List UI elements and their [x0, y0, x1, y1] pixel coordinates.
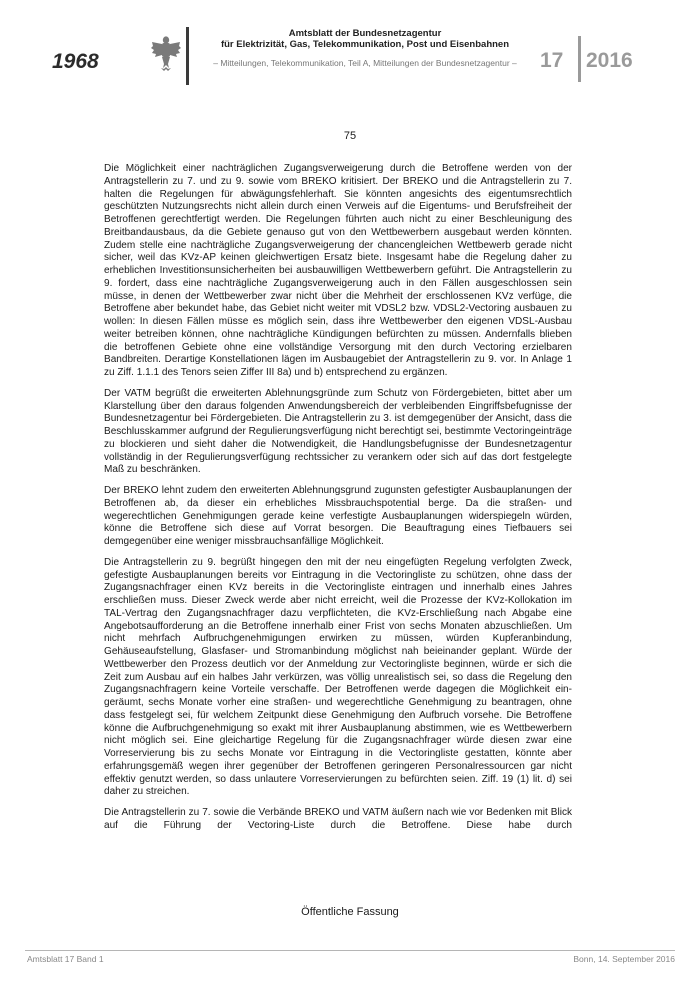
issue-year: 2016	[586, 49, 633, 72]
footer-issue: Amtsblatt 17 Band 1	[27, 954, 104, 964]
publication-title	[196, 28, 534, 50]
page-header	[0, 0, 700, 100]
footer-date: Bonn, 14. September 2016	[573, 954, 675, 964]
header-divider	[186, 27, 189, 85]
footer-divider	[25, 950, 675, 951]
paragraph: Der BREKO lehnt zudem den erweiterten Ablehnungsgrund zugunsten gefestigter Ausbauplanungen der Betroffenen ab, da dieser ein erhebliches Missbrauchspotential berge. Da die straßen- und wegerechtlichen Genehmigungen gerade keine verfestigte Ausbauplanungen widerspiegeln würden, könne die Betroffene sich diese auf Vorrat besorgen. Die Beauftragung eines Tiefbauers sei demgegenüber eine weniger missbrauchsanfällige Möglichkeit.	[104, 485, 572, 547]
publication-title-line2: für Elektrizität, Gas, Telekommunikation, Post und Eisenbahnen	[220, 39, 510, 50]
paragraph: Die Antragstellerin zu 9. begrüßt hingegen den mit der neu eingefügten Regelung verfolgten Zweck, gefestigte Ausbauplanungen bereits vor Eintragung in die Vectoringliste zu schützen, ohne dass der Zugangsnachfrager einen KVz bereits in die Vectoringliste eintragen und innerhalb eines Jahres erschließen muss. Dieser Zweck werde aber nicht erreicht, weil die Prozesse der KVz-Kollokation im TAL-Vertrag den Zugangsnachfrager dazu verpflichteten, die KVz-Erschließung nach Abgabe eine Angebotsaufforderung an die Betroffene innerhalb einer Frist von sechs Monaten abzuschließen. Um nicht mehrfach Aufbruchgenehmigungen erwirken zu müssen, würden Kupferanbindung, Gehäuseaufstellung, Glasfaser- und Stromanbindung möglichst nah beieinander geplant. Würde der Wettbewerber den Prozess deutlich vor der Anmeldung zur Vectoringliste beginnen, würde er sich die Zeit zum Ausbau auf ein halbes Jahr verkürzen, was völlig unrealistisch sei, so dass die Regelung den Zugangsnachfragern keine Vorteile verschaffe. Der Betroffenen werde dagegen die Möglichkeit eingeräumt, sechs Monate vorher eine straßen- und wegerechtliche Genehmigung zu beantragen, ohne dass festgelegt sei, für welchem Zeitpunkt diese Genehmigung den Aufbruch vorsehe. Die Betroffene könne die Aufbruchgenehmigung so exakt mit ihrer Ausbauplanung abstimmen, wie es Wettbewerbern nicht möglich sei. Eine gleichartige Regelung für die Zugangsnachfrager würde diesen zwar eine Vorreservierung bis zu sechs Monate vor Eintragung in die Vectoringliste gestatten, könnte aber erfahrungsgemäß wegen ihrer gegenüber der Betroffenen geringeren Personalressourcen gar nicht effektiv genutzt werden, so dass unlautere Vorreservierungen zu befürchten seien. Ziff. 19 (1) lit. d) sei daher zu streichen.	[104, 556, 572, 798]
public-version-label: Öffentliche Fassung	[301, 906, 399, 918]
paragraph: Der VATM begrüßt die erweiterten Ablehnungsgründe zum Schutz von Fördergebieten, bittet aber um Klarstellung über den daraus folgenden Anwendungsbereich der verbleibenden Eingriffsbefugnisse der Bundesnetzagentur bei Fördergebieten. Die Antragstellerin zu 3. ist demgegenüber der Ansicht, dass die Beschlusskammer aufgrund der Regulierungsverfügung nicht berechtigt sei, bestimmte Vectoringeinträge zu blockieren und sieht daher die Notwendigkeit, die Handlungsbefugnisse der Bundesnetzagentur vollständig in der Regulierungsverfügung rechtssicher zu verankern oder sich auf das dort festgelegte Maß zu beschränken.	[104, 387, 572, 476]
paragraph: Die Möglichkeit einer nachträglichen Zugangsverweigerung durch die Betroffene werden von der Antragstellerin zu 7. und zu 9. sowie vom BREKO kritisiert. Der BREKO und die Antragstellerin zu 7. halten die Regelungen für abwägungsfehlerhaft. Sie könnten angesichts des eigentumsrechtlich geschützten Nutzungsrechts nicht allein durch einen Verweis auf die Eigentums- und Berufsfreiheit der Betroffenen gerechtfertigt werden. Die Regelungen führten auch nicht zu einer Beschleunigung des Breitbandausbaus, da die Gebiete genauso gut von den Wettbewerbern ausgebaut werden könnten. Zudem stelle eine nachträgliche Zugangsverweigerung der chancengleichen Wettbewerb gerade nicht sicher, weil das KVz-AP keinen gleichwertigen Ersatz biete. Insgesamt habe die Regelung daher zu erheblichen Investitionsunsicherheiten bei ausbauwilligen Wettbewerbern geführt. Die Antragstellerin zu 9. fordert, dass eine nachträgliche Zugangsverweigerung auch in den Fällen ausgeschlossen sein müsse, in denen der Wettbewerber zwar nicht über die Mehrheit der erschlossenen KVz verfüge, die Betroffene aber bekundet habe, das Gebiet nicht weiter mit VDSL2 bzw. VDSL2-Vectoring ausbauen zu wollen: In diesen Fällen müsse es möglich sein, dass ihre Wettbewerber den eigenen VDSL-Ausbau weiter betreiben können, ohne nachträgliche Kündigungen befürchten zu müssen. Andernfalls blieben die betroffenen Gebiete ohne eine vollständige Versorgung mit den durch Vectoring erzielbaren Bandbreiten. Derartige Konstellationen lägen im Ausbaugebiet der Antragstellerin zu 9. vor. In Anlage 1 zu Ziff. 1.1.1 des Tenors seien Ziffer III 8a) und b) entsprechend zu ergänzen.	[104, 163, 572, 378]
publication-subtitle: – Mitteilungen, Telekommunikation, Teil A, Mitteilungen der Bundesnetzagentur –	[213, 58, 517, 68]
paragraph: Die Antragstellerin zu 7. sowie die Verbände BREKO und VATM äußern nach wie vor Bedenken mit Blick auf die Führung der Vectoring-Liste durch die Betroffene. Diese habe durch	[104, 807, 572, 831]
body-text	[104, 163, 572, 841]
volume-year: 1968	[52, 50, 99, 73]
publication-title-line1: Amtsblatt der Bundesnetzagentur	[288, 28, 442, 39]
page-number: 75	[343, 130, 357, 142]
federal-eagle-icon	[150, 33, 182, 73]
issue-divider	[578, 36, 581, 82]
issue-number: 17	[540, 49, 564, 72]
